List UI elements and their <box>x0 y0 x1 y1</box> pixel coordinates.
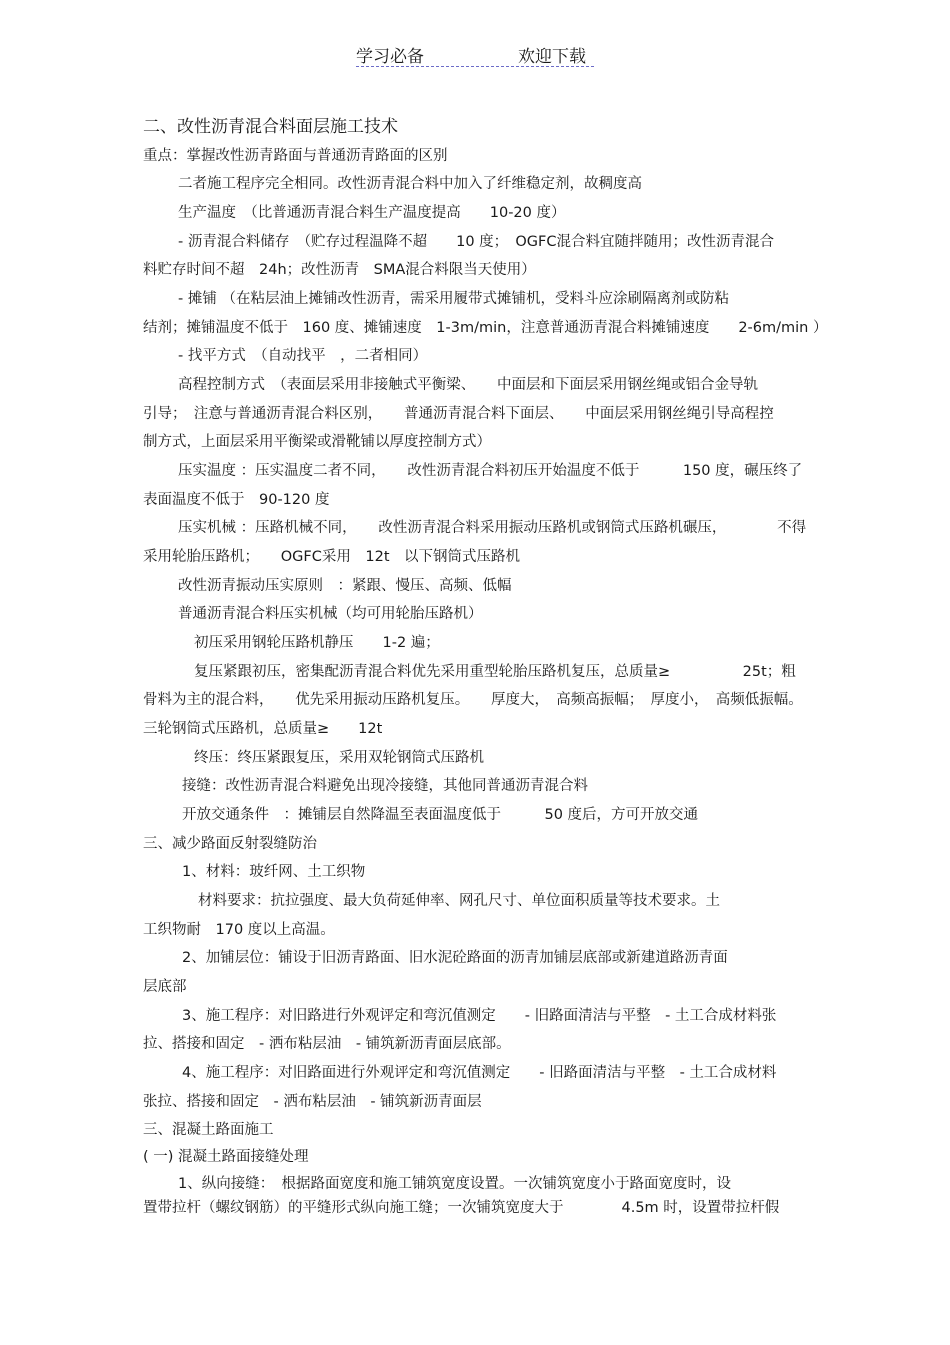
paragraph-line: 料贮存时间不超 24h；改性沥青 SMA混合料限当天使用） <box>143 262 536 278</box>
paragraph-line: 结剂；摊铺温度不低于 160 度、摊铺速度 1-3m/min，注意普通沥青混合料摊铺速度 2-6m/min ） <box>143 320 828 336</box>
paragraph-line: 引导； 注意与普通沥青混合料区别， 普通沥青混合料下面层、 中面层采用钢丝绳引导高程控 <box>143 406 774 422</box>
paragraph-line: 初压采用钢轮压路机静压 1-2 遍； <box>194 635 440 651</box>
paragraph-line: 二者施工程序完全相同。改性沥青混合料中加入了纤维稳定剂，故稠度高 <box>178 176 642 192</box>
paragraph-line: 开放交通条件 ：摊铺层自然降温至表面温度低于 50 度后，方可开放交通 <box>182 807 699 823</box>
paragraph-line: 材料要求：抗拉强度、最大负荷延伸率、网孔尺寸、单位面积质量等技术要求。土 <box>198 893 720 909</box>
paragraph-line: 拉、搭接和固定 - 洒布粘层油 - 铺筑新沥青面层底部。 <box>143 1036 511 1052</box>
paragraph-line: 制方式，上面层采用平衡梁或滑靴铺以厚度控制方式） <box>143 434 491 450</box>
subsection-heading-joints: ( 一) 混凝土路面接缝处理 <box>143 1149 309 1165</box>
paragraph-line: 1、纵向接缝： 根据路面宽度和施工铺筑宽度设置。一次铺筑宽度小于路面宽度时，设 <box>178 1176 731 1192</box>
paragraph-line: 复压紧跟初压，密集配沥青混合料优先采用重型轮胎压路机复压，总质量≥ 25t；粗 <box>194 664 796 680</box>
paragraph-line: 层底部 <box>143 979 187 995</box>
paragraph-line: 改性沥青振动压实原则 ：紧跟、慢压、高频、低幅 <box>178 578 512 594</box>
paragraph-line: 3、施工程序：对旧路进行外观评定和弯沉值测定 - 旧路面清洁与平整 - 土工合成材料张 <box>182 1008 777 1024</box>
paragraph-line: 高程控制方式 （表面层采用非接触式平衡梁、 中面层和下面层采用钢丝绳或铝合金导轨 <box>178 377 758 393</box>
paragraph-line: 工织物耐 170 度以上高温。 <box>143 922 335 938</box>
paragraph-line: 终压：终压紧跟复压，采用双轮钢筒式压路机 <box>194 750 484 766</box>
section-title-modified-asphalt: 二、改性沥青混合料面层施工技术 <box>143 117 398 137</box>
paragraph-line: 1、材料：玻纤网、土工织物 <box>182 864 366 880</box>
paragraph-line: 表面温度不低于 90-120 度 <box>143 492 330 508</box>
paragraph-line: 2、加铺层位：铺设于旧沥青路面、旧水泥砼路面的沥青加铺层底部或新建道路沥青面 <box>182 950 728 966</box>
key-point-line: 重点：掌握改性沥青路面与普通沥青路面的区别 <box>143 148 448 164</box>
paragraph-line: 4、施工程序：对旧路面进行外观评定和弯沉值测定 - 旧路面清洁与平整 - 土工合成材料 <box>182 1065 777 1081</box>
paragraph-line: 置带拉杆（螺纹钢筋）的平缝形式纵向施工缝；一次铺筑宽度大于 4.5m 时，设置带拉杆假 <box>143 1200 780 1216</box>
page-header <box>356 40 594 67</box>
section-heading-reflective-cracks: 三、减少路面反射裂缝防治 <box>143 836 317 852</box>
paragraph-line: - 摊铺 （在粘层油上摊铺改性沥青，需采用履带式摊铺机，受料斗应涂刷隔离剂或防粘 <box>178 291 729 307</box>
paragraph-line: - 找平方式 （自动找平 ，二者相同） <box>178 348 428 364</box>
paragraph-line: 三轮钢筒式压路机，总质量≥ 12t <box>143 721 383 737</box>
paragraph-line: 张拉、搭接和固定 - 洒布粘层油 - 铺筑新沥青面层 <box>143 1094 482 1110</box>
section-heading-concrete-pavement: 三、混凝土路面施工 <box>143 1122 274 1138</box>
paragraph-line: 接缝：改性沥青混合料避免出现冷接缝，其他同普通沥青混合料 <box>182 778 588 794</box>
paragraph-line: - 沥青混合料储存 （贮存过程温降不超 10 度； OGFC混合料宜随拌随用；改性沥青混合 <box>178 234 775 250</box>
header-right-text: 欢迎下载 <box>518 47 586 67</box>
paragraph-line: 普通沥青混合料压实机械（均可用轮胎压路机） <box>178 606 483 622</box>
paragraph-line: 骨料为主的混合料， 优先采用振动压路机复压。 厚度大， 高频高振幅； 厚度小， 高频低振幅。 <box>143 692 803 708</box>
paragraph-line: 采用轮胎压路机； OGFC采用 12t 以下钢筒式压路机 <box>143 549 520 565</box>
paragraph-line: 压实机械 ：压路机械不同， 改性沥青混合料采用振动压路机或钢筒式压路机碾压， 不得 <box>178 520 807 536</box>
paragraph-line: 压实温度 ：压实温度二者不同， 改性沥青混合料初压开始温度不低于 150 度，碾压终了 <box>178 463 803 479</box>
header-left-text: 学习必备 <box>356 47 424 67</box>
paragraph-line: 生产温度 （比普通沥青混合料生产温度提高 10-20 度） <box>178 205 566 221</box>
